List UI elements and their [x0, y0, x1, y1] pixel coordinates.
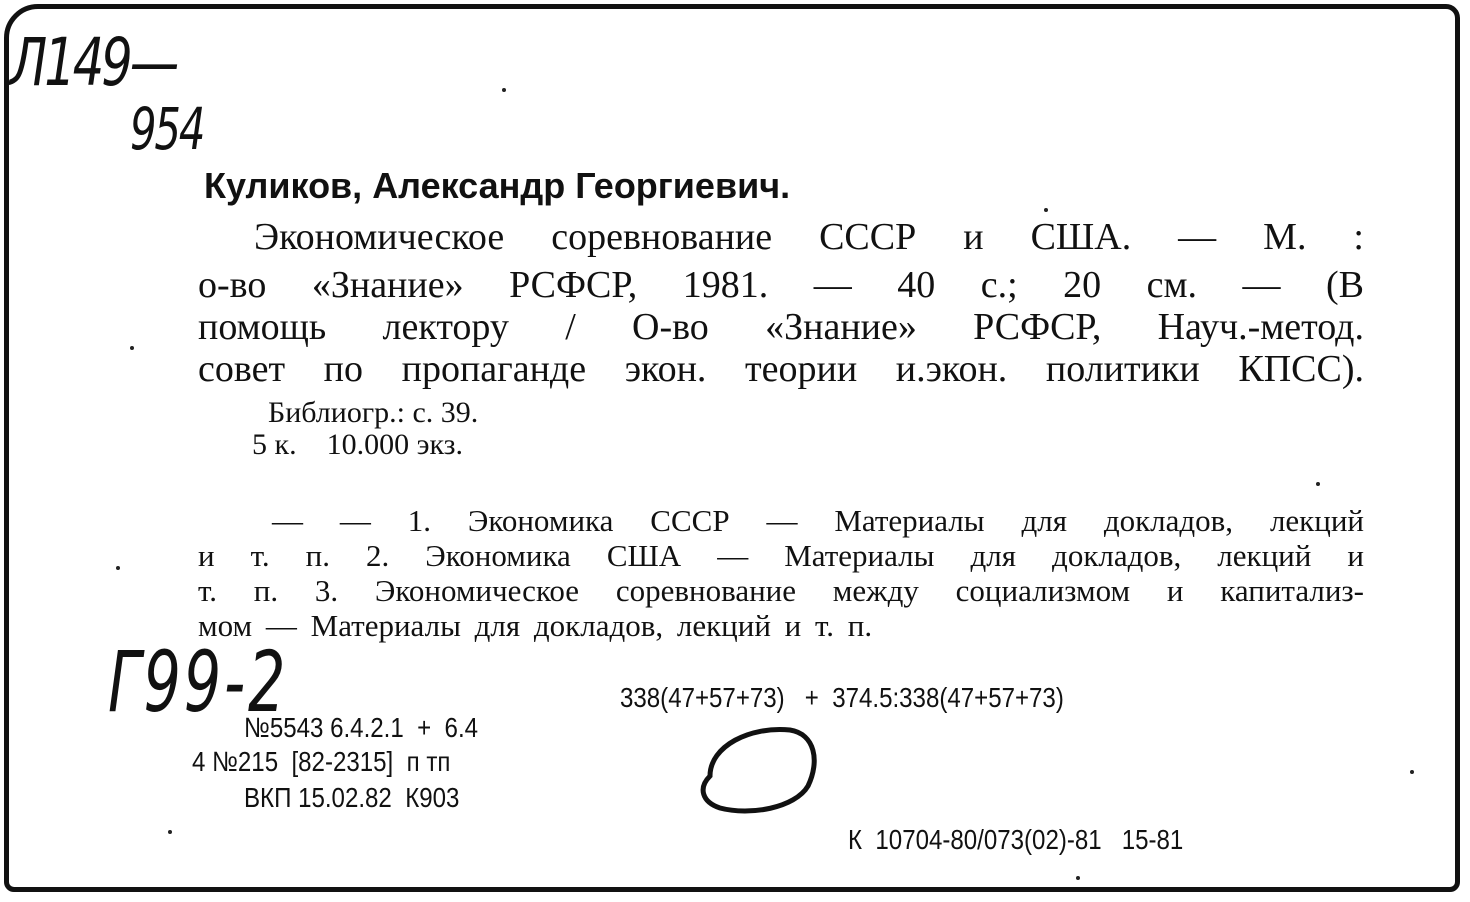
handwritten-index-mark: Г99-2: [108, 633, 289, 731]
print-speck: [1044, 208, 1048, 212]
handwritten-oval-mark: [690, 716, 830, 826]
print-speck: [116, 566, 120, 570]
handwritten-shelf-mark: Л149—: [10, 24, 177, 101]
print-speck: [168, 830, 172, 834]
subject-heading-line: т. п. 3. Экономическое соревнование между социализмом и капитализ-: [198, 573, 1364, 608]
subject-heading-line: — — 1. Экономика СССР — Материалы для докладов, лекций: [272, 503, 1364, 538]
description-line: помощь лектору / О-во «Знание» РСФСР, Науч.-метод.: [198, 306, 1364, 348]
description-line: о-во «Знание» РСФСР, 1981. — 40 с.; 20 см. — (В: [198, 264, 1364, 306]
printing-code: №5543 6.4.2.1 + 6.4: [244, 712, 479, 743]
printing-code: ВКП 15.02.82 К903: [244, 782, 460, 813]
print-speck: [1316, 482, 1320, 486]
classification-index: 338(47+57+73) + 374.5:338(47+57+73): [620, 682, 1064, 713]
print-speck: [1410, 770, 1414, 774]
print-speck: [502, 88, 506, 92]
description-line: Экономическое соревнование СССР и США. — М. :: [254, 216, 1364, 258]
handwritten-shelf-number: 954: [130, 95, 204, 163]
subject-heading-line: и т. п. 2. Экономика США — Материалы для докладов, лекций и: [198, 538, 1364, 573]
print-speck: [130, 346, 134, 350]
description-line: совет по пропаганде экон. теории и.экон. политики КПСС).: [198, 348, 1364, 390]
price-and-print-run: 5 к. 10.000 экз.: [252, 428, 463, 461]
printing-code: 4 №215 [82-2315] п тп: [192, 746, 451, 777]
footer-catalog-code: К 10704-80/073(02)-81 15-81: [848, 824, 1184, 855]
bibliography-note: Библиогр.: с. 39.: [268, 396, 479, 429]
subject-heading-line: мом — Материалы для докладов, лекций и т. п.: [198, 608, 873, 643]
print-speck: [1076, 876, 1080, 880]
card-author: Куликов, Александр Георгиевич.: [204, 165, 791, 206]
